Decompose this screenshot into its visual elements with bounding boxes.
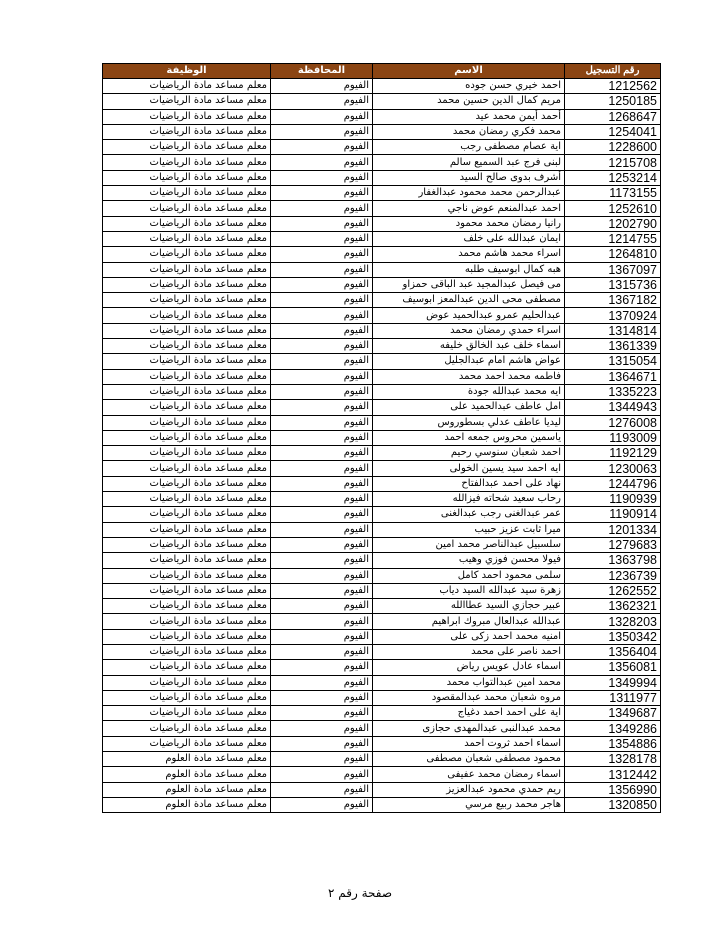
- cell-reg-number: 1315736: [565, 277, 661, 292]
- cell-name: اسراء حمدي رمضان محمد: [373, 323, 565, 338]
- cell-governorate: الفيوم: [271, 461, 373, 476]
- cell-reg-number: 1363798: [565, 553, 661, 568]
- cell-job: معلم مساعد مادة الرياضيات: [103, 507, 271, 522]
- cell-governorate: الفيوم: [271, 277, 373, 292]
- table-row: [103, 170, 661, 185]
- table-row: [103, 308, 661, 323]
- cell-name: محمد امين عبدالتواب محمد: [373, 675, 565, 690]
- cell-reg-number: 1215708: [565, 155, 661, 170]
- cell-governorate: الفيوم: [271, 752, 373, 767]
- cell-job: معلم مساعد مادة الرياضيات: [103, 583, 271, 598]
- cell-reg-number: 1276008: [565, 415, 661, 430]
- cell-governorate: الفيوم: [271, 599, 373, 614]
- cell-name: سلمى محمود احمد كامل: [373, 568, 565, 583]
- cell-reg-number: 1356081: [565, 660, 661, 675]
- cell-governorate: الفيوم: [271, 201, 373, 216]
- table-row: [103, 614, 661, 629]
- header-job: الوظيفة: [103, 64, 271, 79]
- cell-reg-number: 1252610: [565, 201, 661, 216]
- cell-job: معلم مساعد مادة الرياضيات: [103, 614, 271, 629]
- cell-reg-number: 1279683: [565, 537, 661, 552]
- cell-name: احمد خيري حسن جوده: [373, 79, 565, 94]
- table-row: [103, 369, 661, 384]
- table-row: [103, 400, 661, 415]
- cell-job: معلم مساعد مادة الرياضيات: [103, 721, 271, 736]
- cell-name: احمد ناصر على محمد: [373, 644, 565, 659]
- cell-job: معلم مساعد مادة الرياضيات: [103, 155, 271, 170]
- cell-job: معلم مساعد مادة الرياضيات: [103, 736, 271, 751]
- cell-job: معلم مساعد مادة الرياضيات: [103, 323, 271, 338]
- cell-reg-number: 1312442: [565, 767, 661, 782]
- cell-governorate: الفيوم: [271, 400, 373, 415]
- cell-governorate: الفيوم: [271, 476, 373, 491]
- cell-governorate: الفيوم: [271, 675, 373, 690]
- cell-name: مصطفى محى الدين عبدالمعز ابوسيف: [373, 293, 565, 308]
- cell-name: عمر عبدالغنى رجب عبدالغنى: [373, 507, 565, 522]
- table-row: [103, 354, 661, 369]
- cell-name: زهرة سيد عبدالله السيد دياب: [373, 583, 565, 598]
- cell-name: عبدالرحمن محمد محمود عبدالغفار: [373, 186, 565, 201]
- cell-name: محمد عبدالنبى عبدالمهدى حجازى: [373, 721, 565, 736]
- cell-reg-number: 1214755: [565, 231, 661, 246]
- cell-job: معلم مساعد مادة الرياضيات: [103, 247, 271, 262]
- cell-name: ليديا عاطف عدلي بسطوروس: [373, 415, 565, 430]
- cell-governorate: الفيوم: [271, 124, 373, 139]
- header-governorate: المحافظة: [271, 64, 373, 79]
- cell-name: ايه محمد عبدالله جودة: [373, 384, 565, 399]
- registration-table: [102, 63, 661, 813]
- cell-governorate: الفيوم: [271, 736, 373, 751]
- cell-governorate: الفيوم: [271, 216, 373, 231]
- cell-governorate: الفيوم: [271, 339, 373, 354]
- cell-job: معلم مساعد مادة الرياضيات: [103, 415, 271, 430]
- cell-reg-number: 1314814: [565, 323, 661, 338]
- table-row: [103, 476, 661, 491]
- table-row: [103, 155, 661, 170]
- cell-name: عواض هاشم امام عبدالجليل: [373, 354, 565, 369]
- cell-governorate: الفيوم: [271, 109, 373, 124]
- cell-job: معلم مساعد مادة الرياضيات: [103, 231, 271, 246]
- cell-reg-number: 1367097: [565, 262, 661, 277]
- cell-job: معلم مساعد مادة الرياضيات: [103, 277, 271, 292]
- table-row: [103, 660, 661, 675]
- cell-job: معلم مساعد مادة الرياضيات: [103, 537, 271, 552]
- cell-governorate: الفيوم: [271, 706, 373, 721]
- table-header-row: [103, 64, 661, 79]
- cell-name: اسماء رمضان محمد عفيفى: [373, 767, 565, 782]
- table-row: [103, 262, 661, 277]
- cell-name: ريم حمدي محمود عبدالعزيز: [373, 782, 565, 797]
- cell-name: امنيه محمد احمد زكى على: [373, 629, 565, 644]
- table-row: [103, 79, 661, 94]
- table-row: [103, 430, 661, 445]
- cell-job: معلم مساعد مادة الرياضيات: [103, 629, 271, 644]
- cell-governorate: الفيوم: [271, 354, 373, 369]
- cell-name: رانيا رمضان محمد محمود: [373, 216, 565, 231]
- cell-reg-number: 1356990: [565, 782, 661, 797]
- cell-reg-number: 1361339: [565, 339, 661, 354]
- cell-job: معلم مساعد مادة الرياضيات: [103, 568, 271, 583]
- cell-job: معلم مساعد مادة الرياضيات: [103, 94, 271, 109]
- cell-governorate: الفيوم: [271, 186, 373, 201]
- cell-job: معلم مساعد مادة الرياضيات: [103, 262, 271, 277]
- cell-job: معلم مساعد مادة الرياضيات: [103, 553, 271, 568]
- cell-governorate: الفيوم: [271, 293, 373, 308]
- cell-name: مى فيصل عبدالمجيد عبد الباقى حمزاو: [373, 277, 565, 292]
- table-row: [103, 721, 661, 736]
- cell-reg-number: 1202790: [565, 216, 661, 231]
- cell-name: هبه كمال ابوسيف طلبه: [373, 262, 565, 277]
- cell-job: معلم مساعد مادة الرياضيات: [103, 79, 271, 94]
- cell-reg-number: 1328178: [565, 752, 661, 767]
- table-row: [103, 507, 661, 522]
- cell-governorate: الفيوم: [271, 446, 373, 461]
- cell-governorate: الفيوم: [271, 384, 373, 399]
- cell-job: معلم مساعد مادة الرياضيات: [103, 124, 271, 139]
- cell-reg-number: 1320850: [565, 797, 661, 812]
- cell-name: اسماء احمد ثروت احمد: [373, 736, 565, 751]
- cell-name: رحاب سعيد شحاته فيزالله: [373, 492, 565, 507]
- cell-name: محمود مصطفى شعبان مصطفى: [373, 752, 565, 767]
- cell-reg-number: 1268647: [565, 109, 661, 124]
- table-row: [103, 752, 661, 767]
- table-row: [103, 201, 661, 216]
- table-row: [103, 140, 661, 155]
- table-row: [103, 277, 661, 292]
- cell-reg-number: 1315054: [565, 354, 661, 369]
- cell-reg-number: 1253214: [565, 170, 661, 185]
- table-row: [103, 599, 661, 614]
- cell-governorate: الفيوم: [271, 690, 373, 705]
- cell-job: معلم مساعد مادة الرياضيات: [103, 706, 271, 721]
- table-row: [103, 522, 661, 537]
- cell-job: معلم مساعد مادة الرياضيات: [103, 216, 271, 231]
- table-row: [103, 690, 661, 705]
- cell-name: مريم كمال الدين حسين محمد: [373, 94, 565, 109]
- cell-governorate: الفيوم: [271, 767, 373, 782]
- table-row: [103, 94, 661, 109]
- cell-reg-number: 1370924: [565, 308, 661, 323]
- cell-governorate: الفيوم: [271, 247, 373, 262]
- cell-job: معلم مساعد مادة الرياضيات: [103, 170, 271, 185]
- table-row: [103, 231, 661, 246]
- cell-name: اية عصام مصطفى رجب: [373, 140, 565, 155]
- cell-name: احمد شعبان سنوسي رحيم: [373, 446, 565, 461]
- cell-governorate: الفيوم: [271, 430, 373, 445]
- cell-name: عبدالحليم عمرو عبدالحميد عوض: [373, 308, 565, 323]
- cell-governorate: الفيوم: [271, 79, 373, 94]
- cell-name: ياسمين محروس جمعه احمد: [373, 430, 565, 445]
- cell-reg-number: 1190939: [565, 492, 661, 507]
- cell-reg-number: 1364671: [565, 369, 661, 384]
- cell-name: اسماء خلف عبد الخالق خليفه: [373, 339, 565, 354]
- cell-job: معلم مساعد مادة الرياضيات: [103, 293, 271, 308]
- table-row: [103, 767, 661, 782]
- cell-reg-number: 1362321: [565, 599, 661, 614]
- table-row: [103, 675, 661, 690]
- table-row: [103, 124, 661, 139]
- cell-job: معلم مساعد مادة العلوم: [103, 782, 271, 797]
- cell-governorate: الفيوم: [271, 231, 373, 246]
- cell-job: معلم مساعد مادة الرياضيات: [103, 109, 271, 124]
- cell-name: امل عاطف عبدالحميد على: [373, 400, 565, 415]
- cell-governorate: الفيوم: [271, 660, 373, 675]
- cell-job: معلم مساعد مادة الرياضيات: [103, 660, 271, 675]
- table-row: [103, 384, 661, 399]
- table-row: [103, 339, 661, 354]
- cell-job: معلم مساعد مادة العلوم: [103, 767, 271, 782]
- table-row: [103, 323, 661, 338]
- cell-reg-number: 1349687: [565, 706, 661, 721]
- cell-reg-number: 1344943: [565, 400, 661, 415]
- table-body: [103, 79, 661, 813]
- cell-governorate: الفيوم: [271, 629, 373, 644]
- cell-reg-number: 1356404: [565, 644, 661, 659]
- cell-reg-number: 1262552: [565, 583, 661, 598]
- cell-name: أحمد أيمن محمد عيد: [373, 109, 565, 124]
- cell-name: محمد فكري رمضان محمد: [373, 124, 565, 139]
- cell-job: معلم مساعد مادة الرياضيات: [103, 690, 271, 705]
- cell-job: معلم مساعد مادة الرياضيات: [103, 384, 271, 399]
- cell-governorate: الفيوم: [271, 721, 373, 736]
- cell-job: معلم مساعد مادة الرياضيات: [103, 201, 271, 216]
- table-row: [103, 293, 661, 308]
- cell-reg-number: 1192129: [565, 446, 661, 461]
- cell-reg-number: 1264810: [565, 247, 661, 262]
- cell-name: فيولا محسن فوزي وهيب: [373, 553, 565, 568]
- cell-name: ايه احمد سيد يسين الخولى: [373, 461, 565, 476]
- table-row: [103, 568, 661, 583]
- cell-governorate: الفيوم: [271, 553, 373, 568]
- cell-reg-number: 1350342: [565, 629, 661, 644]
- cell-name: عبير حجازي السيد عطاالله: [373, 599, 565, 614]
- cell-reg-number: 1201334: [565, 522, 661, 537]
- cell-reg-number: 1367182: [565, 293, 661, 308]
- cell-reg-number: 1311977: [565, 690, 661, 705]
- cell-governorate: الفيوم: [271, 583, 373, 598]
- cell-name: مروه شعبان محمد عبدالمقصود: [373, 690, 565, 705]
- cell-job: معلم مساعد مادة الرياضيات: [103, 675, 271, 690]
- cell-governorate: الفيوم: [271, 170, 373, 185]
- cell-job: معلم مساعد مادة الرياضيات: [103, 644, 271, 659]
- cell-job: معلم مساعد مادة الرياضيات: [103, 369, 271, 384]
- cell-name: اية على احمد احمد دغياج: [373, 706, 565, 721]
- cell-job: معلم مساعد مادة الرياضيات: [103, 354, 271, 369]
- cell-job: معلم مساعد مادة الرياضيات: [103, 339, 271, 354]
- cell-governorate: الفيوم: [271, 308, 373, 323]
- cell-job: معلم مساعد مادة الرياضيات: [103, 476, 271, 491]
- cell-governorate: الفيوم: [271, 492, 373, 507]
- cell-job: معلم مساعد مادة العلوم: [103, 797, 271, 812]
- cell-job: معلم مساعد مادة الرياضيات: [103, 308, 271, 323]
- table-row: [103, 629, 661, 644]
- cell-job: معلم مساعد مادة الرياضيات: [103, 186, 271, 201]
- cell-governorate: الفيوم: [271, 644, 373, 659]
- cell-reg-number: 1254041: [565, 124, 661, 139]
- table-row: [103, 492, 661, 507]
- table-row: [103, 782, 661, 797]
- cell-reg-number: 1212562: [565, 79, 661, 94]
- table-row: [103, 644, 661, 659]
- cell-reg-number: 1244796: [565, 476, 661, 491]
- cell-governorate: الفيوم: [271, 568, 373, 583]
- cell-job: معلم مساعد مادة الرياضيات: [103, 461, 271, 476]
- table-row: [103, 109, 661, 124]
- cell-name: نهاد على احمد عبدالفتاح: [373, 476, 565, 491]
- cell-governorate: الفيوم: [271, 323, 373, 338]
- cell-reg-number: 1228600: [565, 140, 661, 155]
- cell-governorate: الفيوم: [271, 369, 373, 384]
- table-row: [103, 186, 661, 201]
- cell-governorate: الفيوم: [271, 262, 373, 277]
- table-row: [103, 216, 661, 231]
- cell-name: اسماء عادل عويس رياض: [373, 660, 565, 675]
- cell-job: معلم مساعد مادة الرياضيات: [103, 400, 271, 415]
- cell-name: اسراء محمد هاشم محمد: [373, 247, 565, 262]
- cell-job: معلم مساعد مادة العلوم: [103, 752, 271, 767]
- table-row: [103, 415, 661, 430]
- cell-reg-number: 1193009: [565, 430, 661, 445]
- table-row: [103, 446, 661, 461]
- cell-governorate: الفيوم: [271, 614, 373, 629]
- cell-reg-number: 1335223: [565, 384, 661, 399]
- table-row: [103, 736, 661, 751]
- cell-reg-number: 1349994: [565, 675, 661, 690]
- cell-reg-number: 1190914: [565, 507, 661, 522]
- header-name: الاسم: [373, 64, 565, 79]
- header-reg-number: رقم التسجيل: [565, 64, 661, 79]
- cell-reg-number: 1250185: [565, 94, 661, 109]
- cell-governorate: الفيوم: [271, 94, 373, 109]
- table-row: [103, 553, 661, 568]
- cell-name: عبدالله عبدالعال مبروك ابراهيم: [373, 614, 565, 629]
- cell-governorate: الفيوم: [271, 537, 373, 552]
- cell-job: معلم مساعد مادة الرياضيات: [103, 492, 271, 507]
- cell-reg-number: 1230063: [565, 461, 661, 476]
- table-row: [103, 583, 661, 598]
- cell-reg-number: 1173155: [565, 186, 661, 201]
- cell-job: معلم مساعد مادة الرياضيات: [103, 446, 271, 461]
- table-row: [103, 706, 661, 721]
- table-row: [103, 461, 661, 476]
- cell-reg-number: 1349286: [565, 721, 661, 736]
- cell-job: معلم مساعد مادة الرياضيات: [103, 522, 271, 537]
- cell-name: ايمان عبدالله على خلف: [373, 231, 565, 246]
- cell-name: سلسبيل عبدالناصر محمد امين: [373, 537, 565, 552]
- cell-reg-number: 1354886: [565, 736, 661, 751]
- page-number: صفحة رقم ٢: [327, 886, 393, 900]
- cell-governorate: الفيوم: [271, 522, 373, 537]
- table-row: [103, 537, 661, 552]
- cell-name: لبنى فرج عبد السميع سالم: [373, 155, 565, 170]
- table-row: [103, 247, 661, 262]
- cell-name: احمد عبدالمنعم عوض ناجي: [373, 201, 565, 216]
- cell-governorate: الفيوم: [271, 797, 373, 812]
- cell-name: أشرف بدوى صالح السيد: [373, 170, 565, 185]
- cell-governorate: الفيوم: [271, 140, 373, 155]
- cell-governorate: الفيوم: [271, 782, 373, 797]
- cell-governorate: الفيوم: [271, 507, 373, 522]
- cell-reg-number: 1236739: [565, 568, 661, 583]
- cell-governorate: الفيوم: [271, 415, 373, 430]
- cell-name: هاجر محمد ربيع مرسي: [373, 797, 565, 812]
- cell-job: معلم مساعد مادة الرياضيات: [103, 430, 271, 445]
- table-row: [103, 797, 661, 812]
- cell-governorate: الفيوم: [271, 155, 373, 170]
- cell-job: معلم مساعد مادة الرياضيات: [103, 599, 271, 614]
- cell-job: معلم مساعد مادة الرياضيات: [103, 140, 271, 155]
- cell-name: فاطمه محمد احمد محمد: [373, 369, 565, 384]
- cell-name: ميرا ثابت عزيز حبيب: [373, 522, 565, 537]
- cell-reg-number: 1328203: [565, 614, 661, 629]
